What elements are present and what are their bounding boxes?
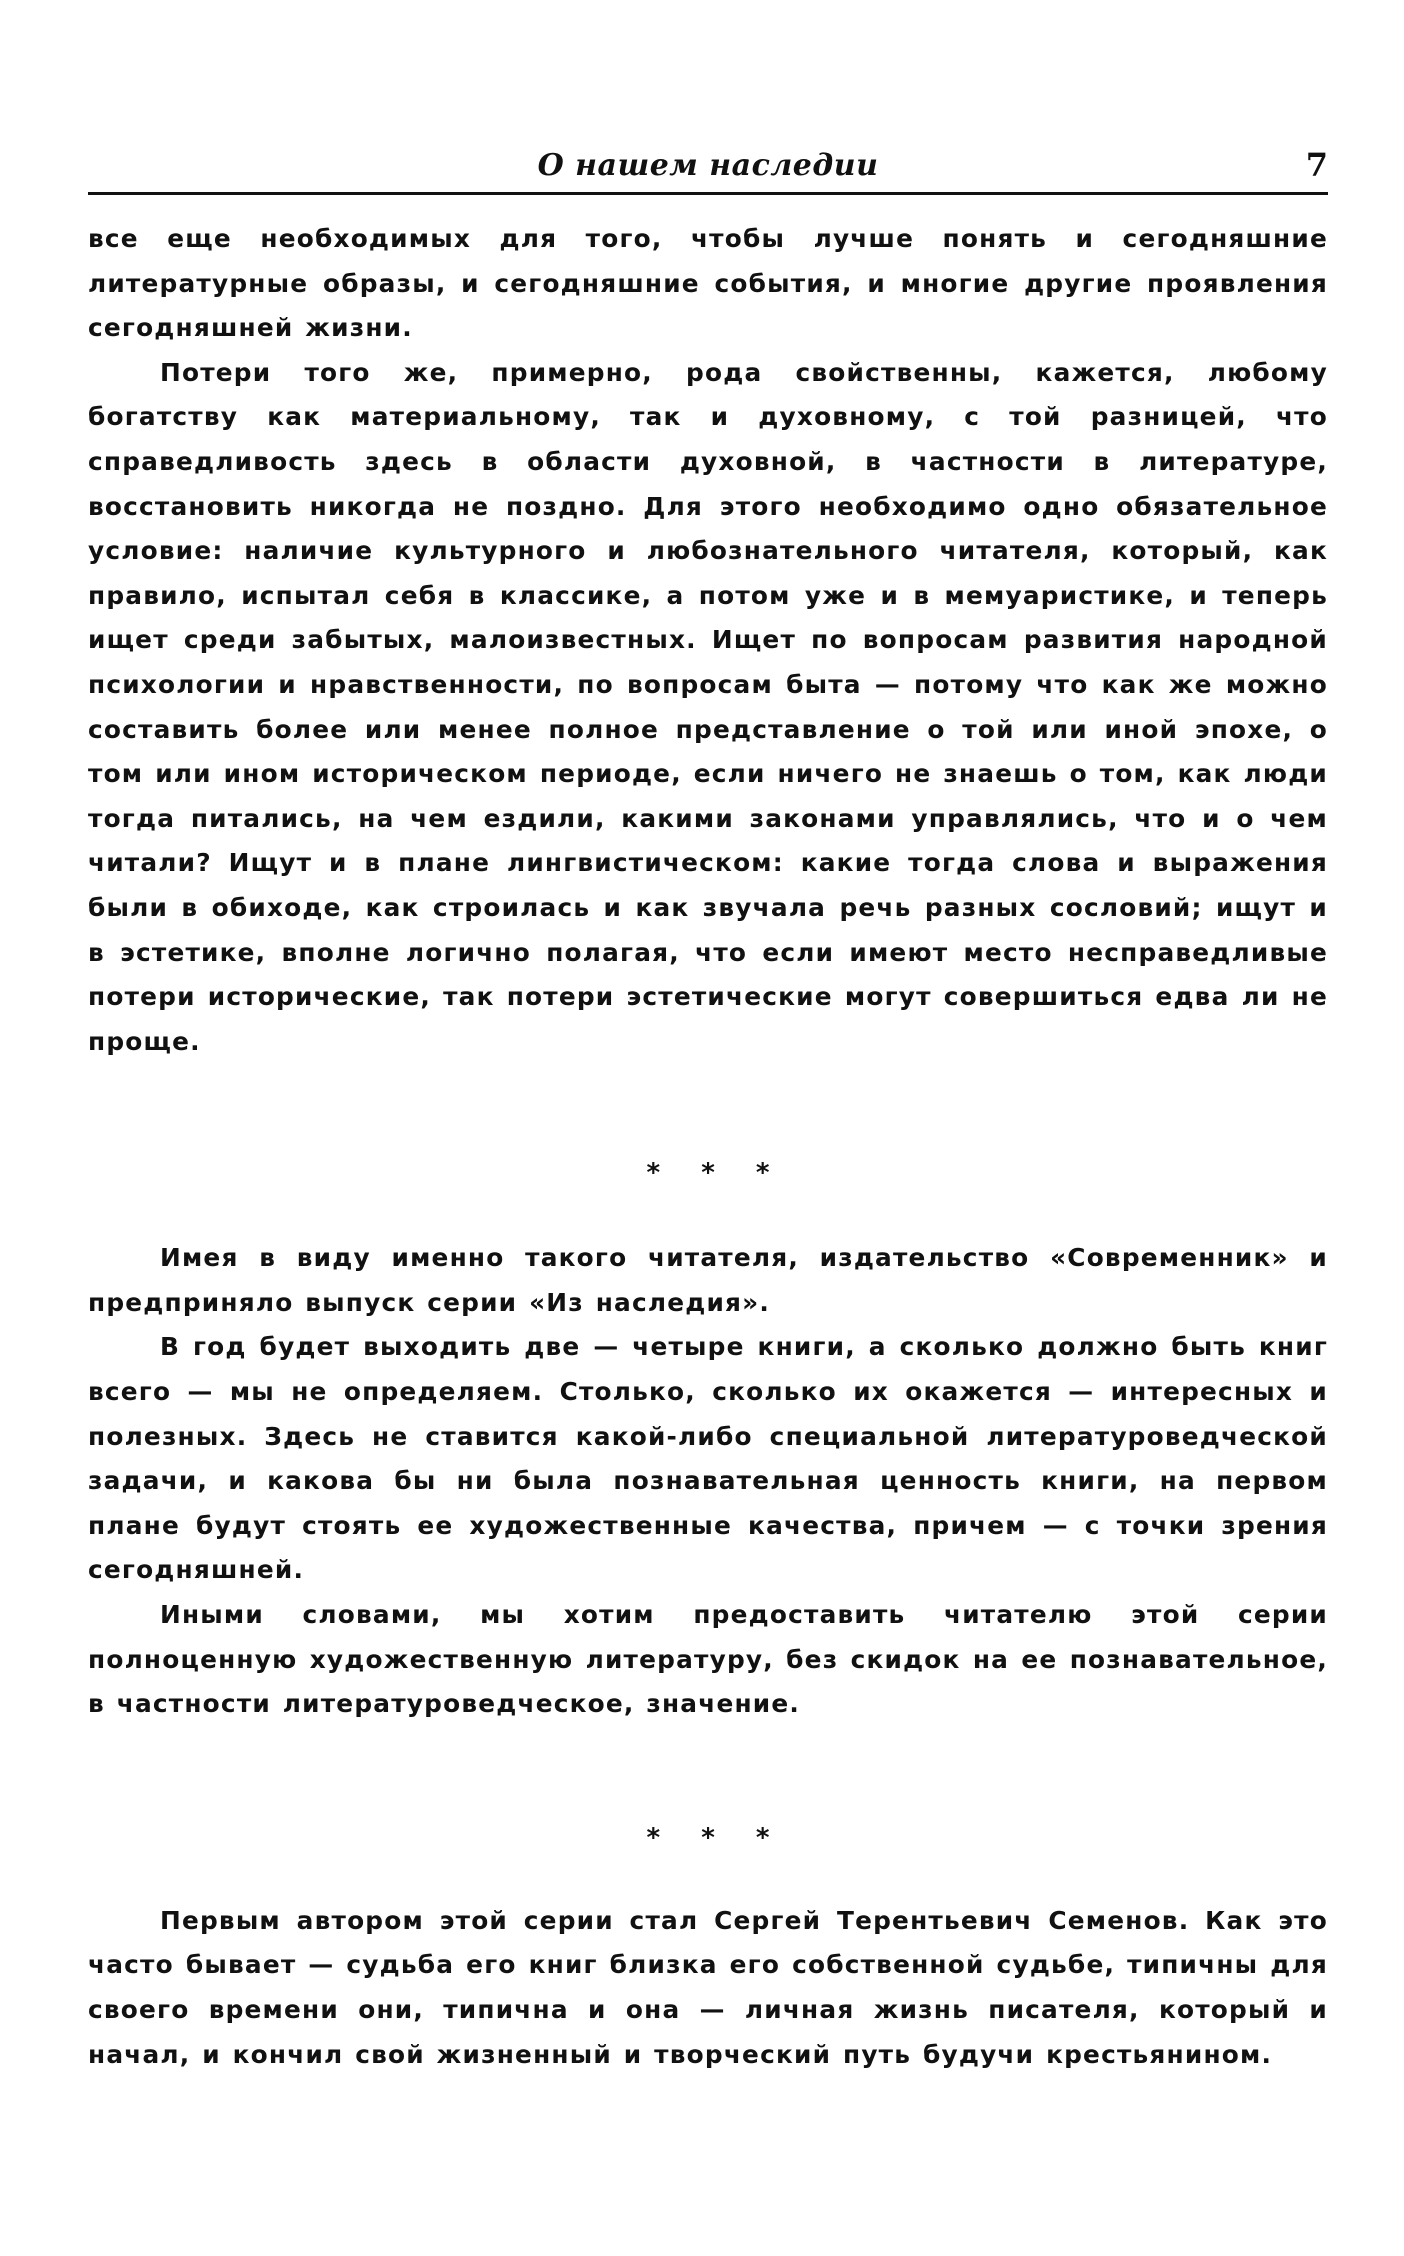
paragraph-books-per-year: В год будет выходить две — четыре книги, а сколько должно быть книг всего — мы не определяем. Столько, сколько их окажется — интересных и полезных. Здесь не ставится какой-либо специальной литературоведческой задачи, и какова бы ни была познавательная ценность книги, на первом плане будут стоять ее художественные качества, причем — с точки зрения сегодняшней. [88,1332,1328,1585]
paragraph-first-author: Первым автором этой серии стал Сергей Терентьевич Семенов. Как это часто бывает — судьба его книг близка его собственной судьбе, типичны для своего времени они, типична и она — личная жизнь писателя, который и начал, и кончил свой жизненный и творческий путь будучи крестьянином. [88,1905,1328,2069]
paragraph-reader: Имея в виду именно такого читателя, издательство «Современник» и предприняло выпуск серии «Из наследия». [88,1243,1328,1317]
page-number: 7 [1305,146,1328,184]
paragraph-continuation: все еще необходимых для того, чтобы лучше понять и сегодняшние литературные образы, и сегодняшние события, и многие другие проявления сегодняшней жизни. [88,224,1328,343]
section-separator: * * * [646,1822,786,1853]
running-title: О нашем наследии [537,148,879,183]
paragraph-in-other-words: Иными словами, мы хотим предоставить читателю этой серии полноценную художественную литературу, без скидок на ее познавательное, в частности литературоведческое, значение. [88,1600,1328,1719]
body-text [88,217,1328,2077]
running-header [88,140,1328,195]
book-page [88,140,1328,2077]
paragraph-losses: Потери того же, примерно, рода свойственны, кажется, любому богатству как материальному, так и духовному, с той разницей, что справедливость здесь в области духовной, в частности в литературе, восстановить никогда не поздно. Для этого необходимо одно обязательное условие: наличие культурного и любознательного читателя, который, как правило, испытал себя в классике, а потом уже и в мемуаристике, и теперь ищет среди забытых, малоизвестных. Ищет по вопросам развития народной психологии и нравственности, по вопросам быта — потому что как же можно составить более или менее полное представление о той или иной эпохе, о том или ином историческом периоде, если ничего не знаешь о том, как люди тогда питались, на чем ездили, какими законами управлялись, что и о чем читали? Ищут и в плане лингвистическом: какие тогда слова и выражения были в обиходе, как строилась и как звучала речь разных сословий; ищут и в эстетике, вполне логично полагая, что если имеют место несправедливые потери исторические, так потери эстетические могут совершиться едва ли не проще. [88,357,1328,1056]
section-separator: * * * [646,1158,786,1189]
